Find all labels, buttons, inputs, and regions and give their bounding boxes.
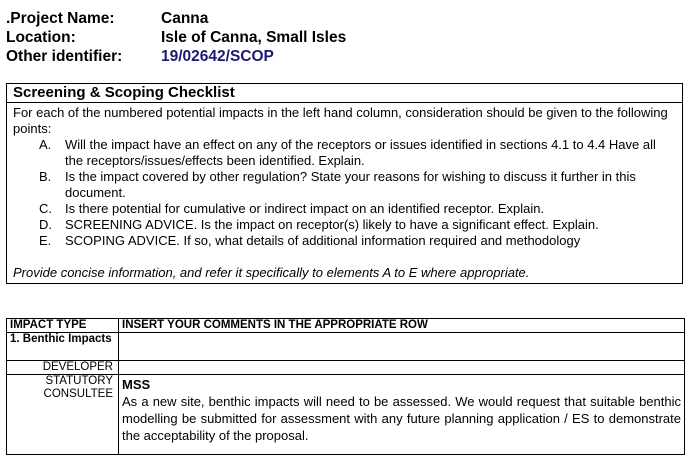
table-row (7, 375, 685, 455)
table-header-row (7, 319, 685, 333)
checklist-item-c (13, 201, 676, 217)
identifier-label: Other identifier: (6, 48, 123, 65)
checklist-item-a (13, 137, 676, 169)
item-text: Is the impact covered by other regulation? State your reasons for wishing to discuss it further in this document. (65, 169, 636, 200)
checklist-item-d (13, 217, 676, 233)
location-label: Location: (6, 29, 76, 46)
item-letter: A. (39, 137, 52, 152)
item-letter: C. (39, 201, 52, 216)
table-row (7, 361, 685, 375)
checklist-title: Screening & Scoping Checklist (7, 84, 682, 103)
comment-text: As a new site, benthic impacts will need to be assessed. We would request that suitable benthic modelling be submitted for assessment with any future planning application / ES to demonstrate the acceptability of the proposal. (122, 394, 681, 443)
checklist-body (7, 103, 682, 281)
item-text: Is there potential for cumulative or indirect impact on an identified receptor. Explain. (65, 201, 545, 216)
project-name-label: .Project Name: (6, 10, 115, 27)
consultee-comment-cell[interactable] (119, 375, 685, 455)
item-letter: B. (39, 169, 52, 184)
project-header (6, 10, 406, 66)
checklist-item-e (13, 233, 676, 249)
comment-organisation: MSS (122, 377, 151, 392)
item-text: SCOPING ADVICE. If so, what details of additional information required and methodology (65, 233, 581, 248)
item-letter: E. (39, 233, 52, 248)
item-letter: D. (39, 217, 52, 232)
project-name-value: Canna (161, 10, 209, 27)
identifier-value: 19/02642/SCOP (161, 48, 274, 65)
category-comment-cell[interactable] (119, 333, 685, 361)
header-impact-type: IMPACT TYPE (7, 319, 119, 333)
checklist-intro: For each of the numbered potential impacts in the left hand column, consideration should be given to the following points: (13, 105, 668, 136)
checklist-footer-note: Provide concise information, and refer it specifically to elements A to E where appropriate. (13, 265, 530, 280)
checklist-item-b (13, 169, 676, 201)
item-text: SCREENING ADVICE. Is the impact on receptor(s) likely to have a significant effect. Explain. (65, 217, 599, 232)
screening-checklist (6, 83, 683, 284)
developer-comment-cell[interactable] (119, 361, 685, 375)
table-row (7, 333, 685, 361)
item-text: Will the impact have an effect on any of the receptors or issues identified in sections 4.1 to 4.4 Have all the receptors/issues/effects been identified. Explain. (65, 137, 656, 168)
category-benthic-impacts: 1. Benthic Impacts (7, 333, 119, 361)
impact-table (6, 318, 685, 455)
location-value: Isle of Canna, Small Isles (161, 29, 347, 46)
header-comments: INSERT YOUR COMMENTS IN THE APPROPRIATE ROW (119, 319, 685, 333)
row-label-developer: DEVELOPER (7, 361, 119, 375)
row-label-statutory-consultee: STATUTORY CONSULTEE (7, 375, 119, 455)
checklist-items (13, 137, 676, 249)
